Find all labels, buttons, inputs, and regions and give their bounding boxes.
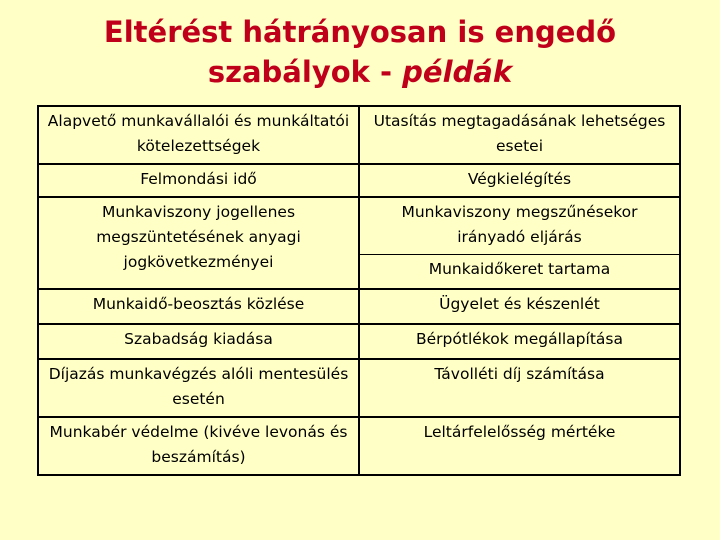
table-cell-left: Munkaviszony jogellenes megszüntetésének anyagi jogkövetkezményei (38, 197, 359, 289)
table-cell-right: Leltárfelelősség mértéke (359, 417, 680, 475)
table-cell-right: Távolléti díj számítása (359, 359, 680, 417)
table-row (38, 289, 680, 324)
table-row (38, 197, 680, 289)
title-line-2-prefix: szabályok - (207, 55, 403, 89)
table-cell-right-split (359, 197, 680, 289)
table-row (38, 359, 680, 417)
table-cell-left: Munkabér védelme (kivéve levonás és beszámítás) (38, 417, 359, 475)
table-row (38, 164, 680, 197)
table-cell-left: Díjazás munkavégzés alóli mentesülés esetén (38, 359, 359, 417)
title-line-2-emphasis: példák (402, 55, 513, 89)
title-line-1: Eltérést hátrányosan is engedő (103, 15, 617, 49)
table-cell-left: Felmondási idő (38, 164, 359, 197)
slide-title (0, 12, 720, 92)
examples-table (37, 105, 681, 476)
table-cell-right: Ügyelet és készenlét (359, 289, 680, 324)
table-cell-left: Alapvető munkavállalói és munkáltatói kötelezettségek (38, 106, 359, 164)
table-row (38, 417, 680, 475)
table-cell-left: Szabadság kiadása (38, 324, 359, 359)
table-cell-right: Bérpótlékok megállapítása (359, 324, 680, 359)
table-row (38, 106, 680, 164)
table-cell-left: Munkaidő-beosztás közlése (38, 289, 359, 324)
table-cell-right: Végkielégítés (359, 164, 680, 197)
title-line-2 (0, 52, 720, 92)
table-cell-right-top: Munkaviszony megszűnésekor irányadó eljárás (401, 203, 638, 246)
table-row (38, 324, 680, 359)
table-cell-right: Utasítás megtagadásának lehetséges esetei (359, 106, 680, 164)
table-cell-right-bottom: Munkaidőkeret tartama (360, 254, 679, 286)
